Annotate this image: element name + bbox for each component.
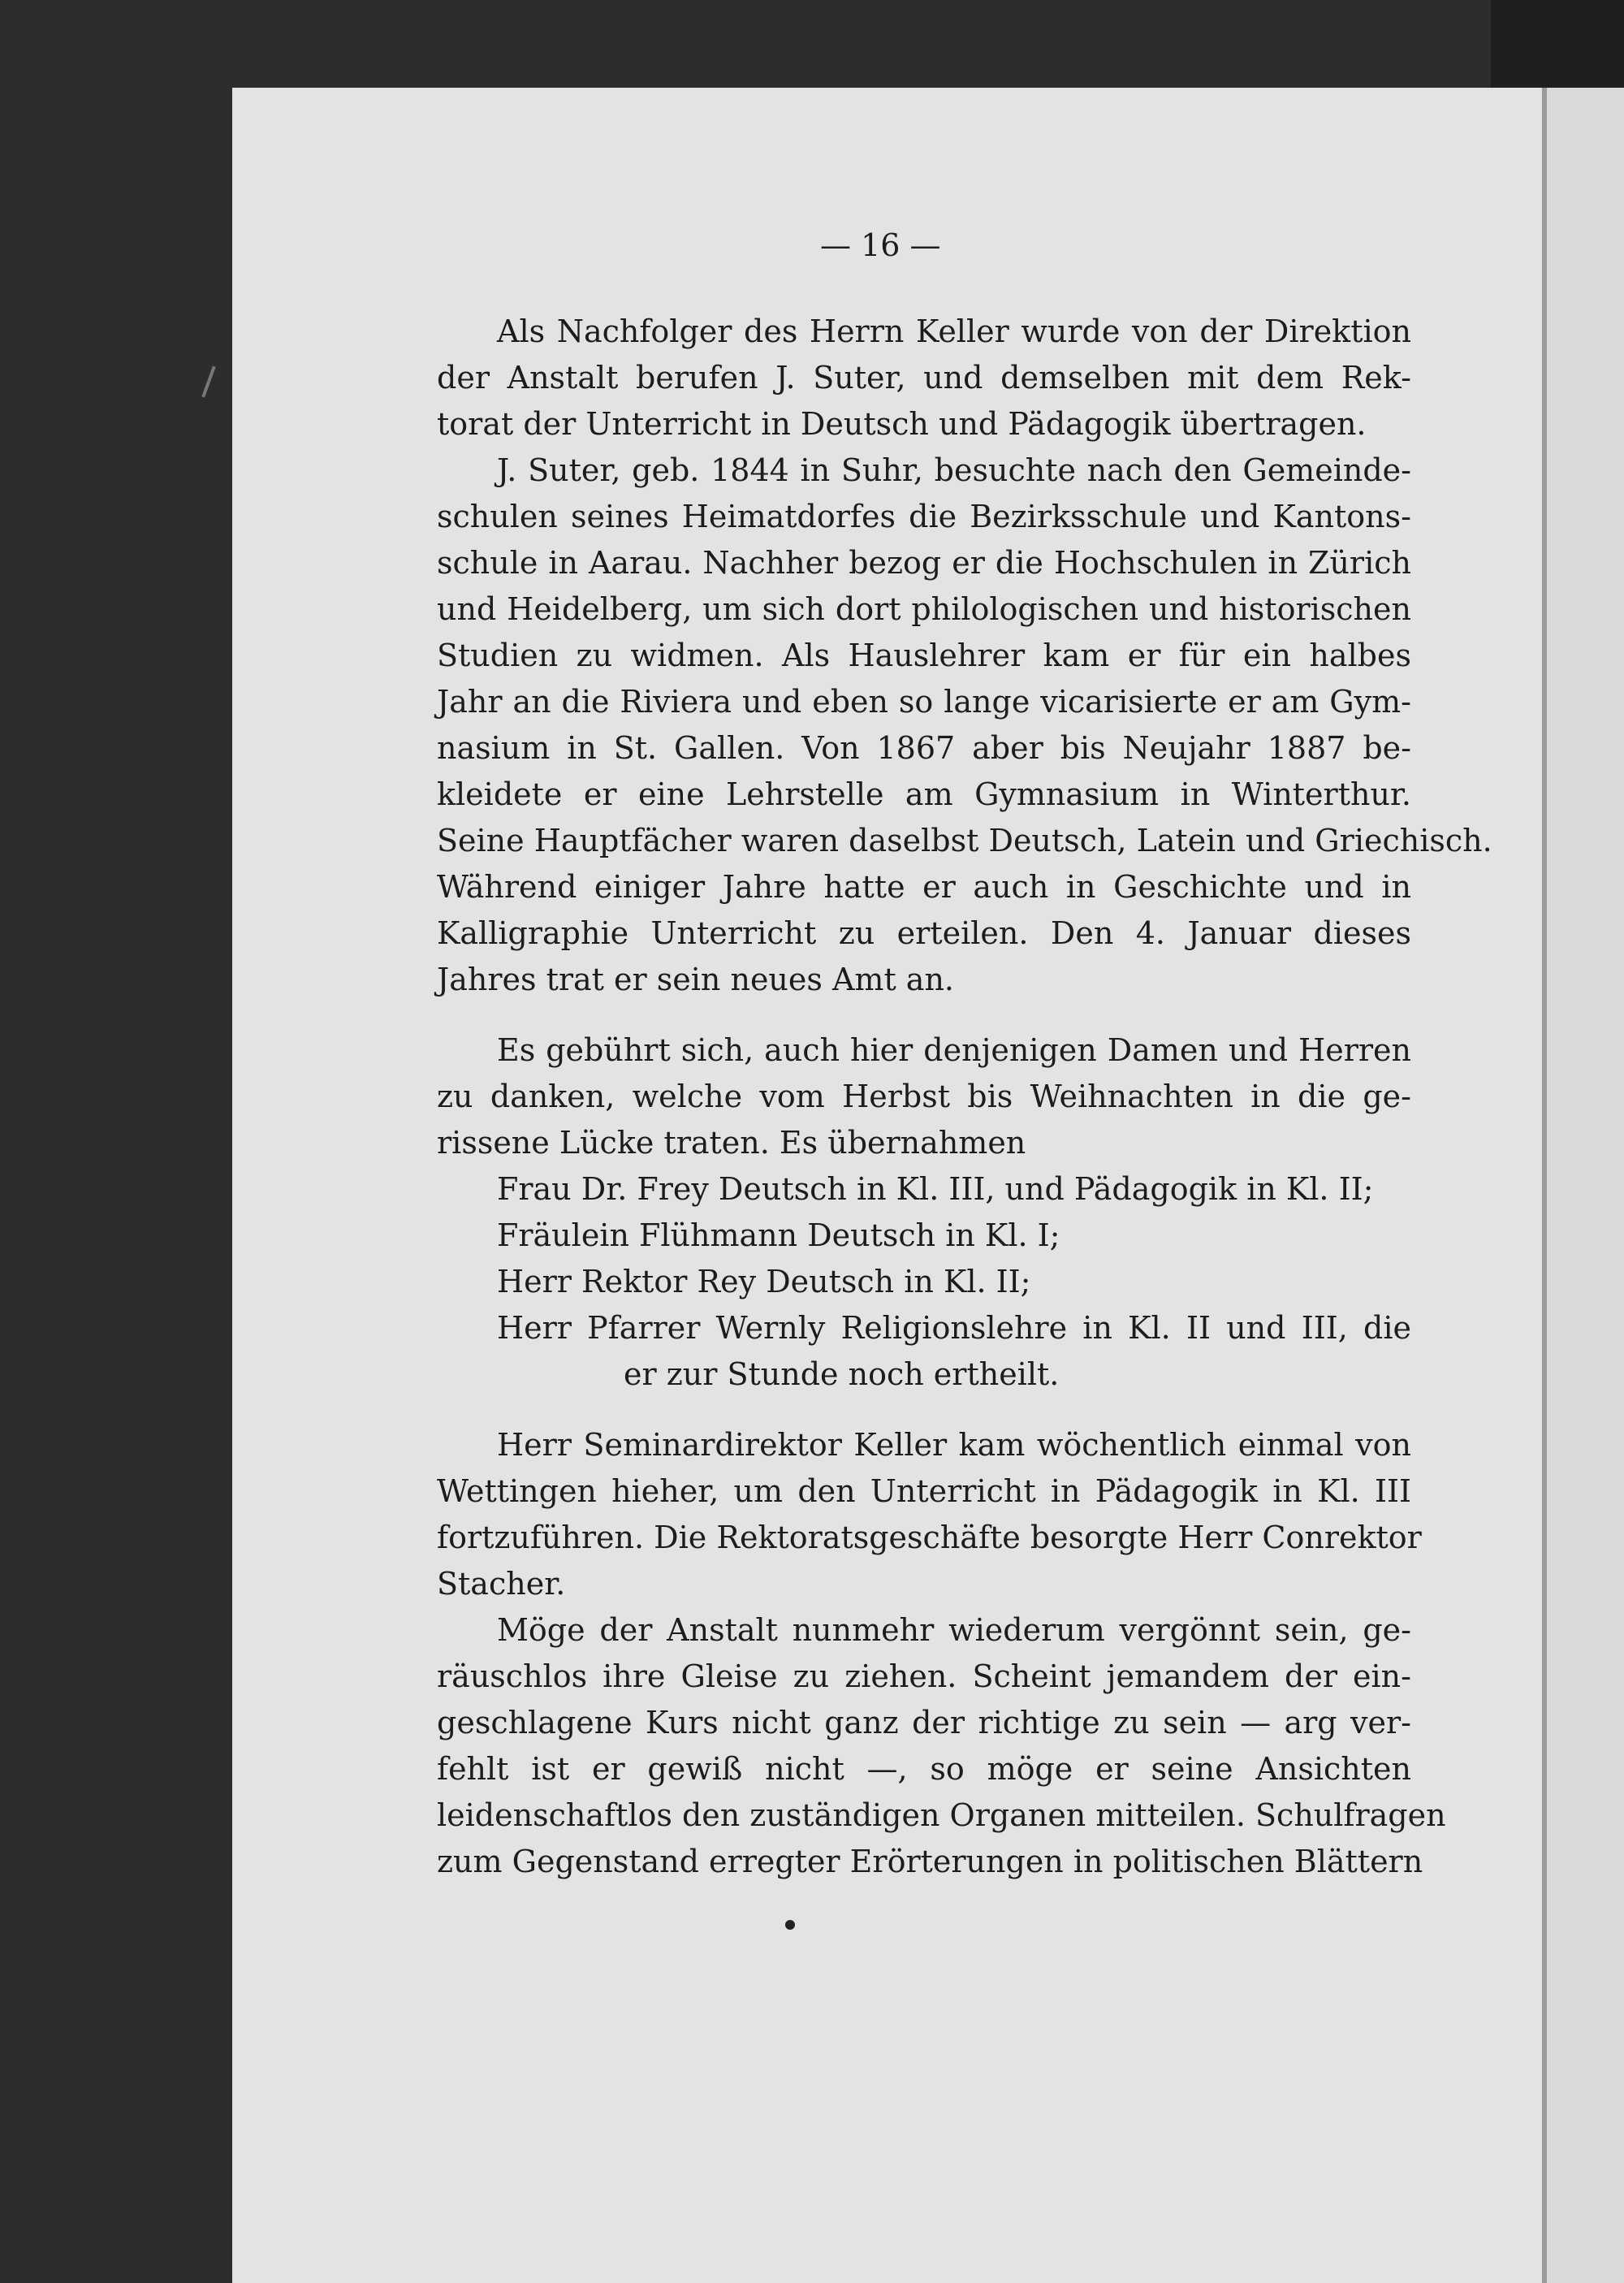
adjacent-page-edge xyxy=(1542,88,1624,2283)
text-line: J. Suter, geb. 1844 in Suhr, besuchte nach den Gemeinde- xyxy=(497,452,1411,488)
text-line: geschlagene Kurs nicht ganz der richtige zu sein — arg ver- xyxy=(437,1705,1411,1740)
pencil-mark xyxy=(201,366,215,398)
paragraph-gap xyxy=(437,1398,1411,1422)
text-line: räuschlos ihre Gleise zu ziehen. Scheint jemandem der ein- xyxy=(437,1658,1411,1694)
text-line: Herr Seminardirektor Keller kam wöchentlich einmal von xyxy=(497,1427,1411,1463)
page-number: — 16 — xyxy=(820,227,941,263)
list-item: Herr Pfarrer Wernly Religionslehre in Kl. II und III, die xyxy=(497,1310,1411,1346)
text-line: Jahr an die Riviera und eben so lange vicarisierte er am Gym- xyxy=(437,684,1411,720)
text-line: Möge der Anstalt nunmehr wiederum vergönnt sein, ge- xyxy=(497,1612,1411,1648)
text-line: kleidete er eine Lehrstelle am Gymnasium in Winterthur. xyxy=(437,776,1411,812)
text-line: Studien zu widmen. Als Hauslehrer kam er für ein halbes xyxy=(437,638,1411,673)
text-line: fehlt ist er gewiß nicht —, so möge er seine Ansichten xyxy=(437,1751,1411,1787)
body-text xyxy=(437,309,1492,1885)
text-line: Jahres trat er sein neues Amt an. xyxy=(437,962,955,997)
text-line: Als Nachfolger des Herrn Keller wurde von der Direktion xyxy=(497,313,1411,349)
text-line: zu danken, welche vom Herbst bis Weihnachten in die ge- xyxy=(437,1079,1411,1114)
signature-mark-dot xyxy=(785,1920,795,1930)
text-line: der Anstalt berufen J. Suter, und demselben mit dem Rek- xyxy=(437,360,1411,396)
text-line: rissene Lücke traten. Es übernahmen xyxy=(437,1125,1026,1161)
text-line: Es gebührt sich, auch hier denjenigen Damen und Herren xyxy=(497,1032,1411,1068)
text-line: Seine Hauptfächer waren daselbst Deutsch, Latein und Griechisch. xyxy=(437,823,1492,858)
list-item: Fräulein Flühmann Deutsch in Kl. I; xyxy=(497,1217,1060,1253)
text-line: Stacher. xyxy=(437,1566,566,1602)
text-line: schulen seines Heimatdorfes die Bezirksschule und Kantons- xyxy=(437,499,1411,534)
text-line: Kalligraphie Unterricht zu erteilen. Den 4. Januar dieses xyxy=(437,915,1411,951)
scanner-edge xyxy=(1491,0,1624,88)
text-line: fortzuführen. Die Rektoratsgeschäfte besorgte Herr Conrektor xyxy=(437,1520,1422,1555)
text-line: leidenschaftlos den zuständigen Organen mitteilen. Schulfragen xyxy=(437,1797,1446,1833)
list-item: Frau Dr. Frey Deutsch in Kl. III, und Pädagogik in Kl. II; xyxy=(497,1171,1374,1207)
text-line: und Heidelberg, um sich dort philologischen und historischen xyxy=(437,591,1411,627)
list-item: er zur Stunde noch ertheilt. xyxy=(624,1356,1060,1392)
text-line: nasium in St. Gallen. Von 1867 aber bis Neujahr 1887 be- xyxy=(437,730,1411,766)
text-line: Wettingen hieher, um den Unterricht in Pädagogik in Kl. III xyxy=(437,1473,1411,1509)
text-line: torat der Unterricht in Deutsch und Pädagogik übertragen. xyxy=(437,406,1367,442)
text-line: schule in Aarau. Nachher bezog er die Hochschulen in Zürich xyxy=(437,545,1411,581)
list-item: Herr Rektor Rey Deutsch in Kl. II; xyxy=(497,1264,1031,1299)
text-line: zum Gegenstand erregter Erörterungen in politischen Blättern xyxy=(437,1844,1423,1879)
paragraph-gap xyxy=(437,1003,1411,1027)
text-line: Während einiger Jahre hatte er auch in Geschichte und in xyxy=(437,869,1411,905)
